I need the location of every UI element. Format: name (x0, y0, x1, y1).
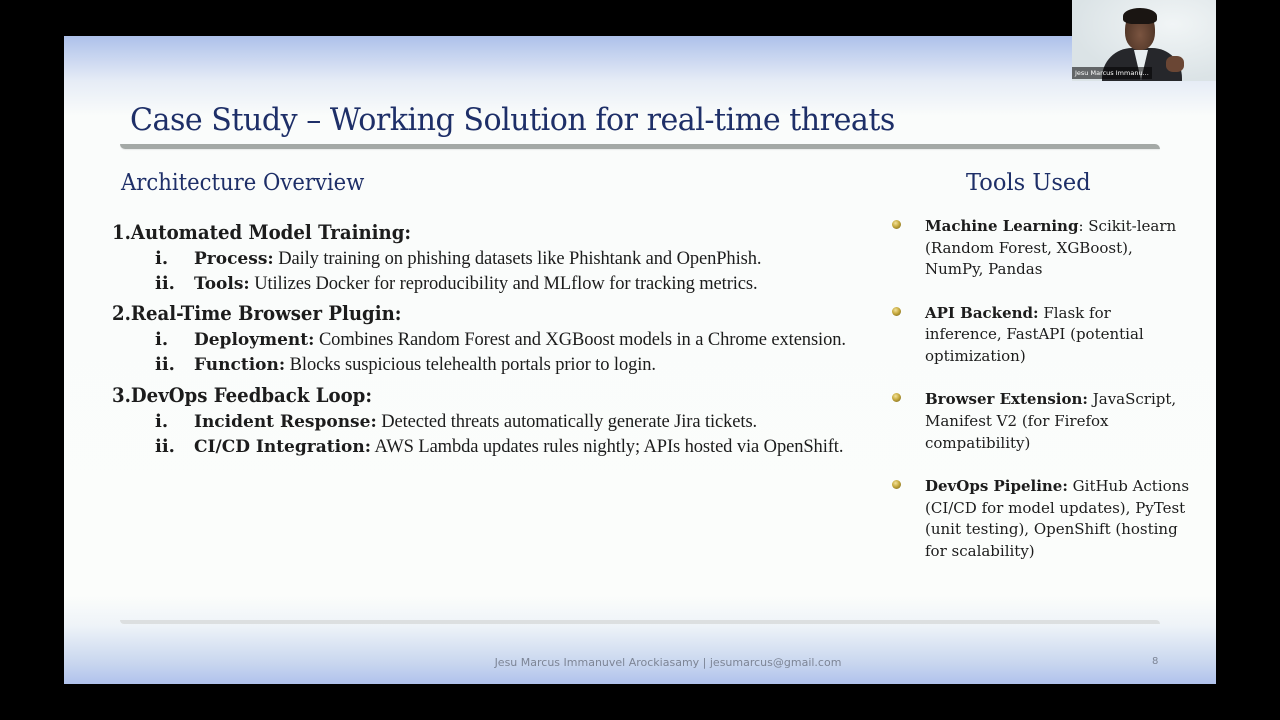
tool-text: Flask for inference, FastAPI (potential optimization) (925, 303, 1144, 366)
item-text: Combines Random Forest and XGBoost models in a Chrome extension. (314, 330, 846, 350)
tool-item-devops-pipeline (890, 476, 1190, 563)
slide-page-number: 8 (1152, 656, 1159, 667)
item-label: CI/CD Integration: (194, 437, 372, 457)
participant-video-thumbnail[interactable] (1072, 0, 1216, 81)
tool-text: GitHub Actions (CI/CD for model updates), PyTest (unit testing), OpenShift (hosting for scalability) (925, 476, 1190, 560)
list-item (112, 410, 852, 434)
tool-label: Browser Extension: (925, 390, 1088, 409)
participant-figure-hair (1123, 8, 1157, 24)
bottom-divider (120, 620, 1160, 624)
slide-title: Case Study – Working Solution for real-time threats (130, 102, 895, 138)
item-text: AWS Lambda updates rules nightly; APIs hosted via OpenShift. (371, 437, 844, 457)
tools-heading: Tools Used (966, 170, 1091, 196)
participant-figure-hand (1166, 56, 1184, 72)
tool-item-machine-learning (890, 216, 1190, 281)
item-text: Blocks suspicious telehealth portals prior to login. (285, 355, 656, 375)
item-label: Process: (194, 249, 274, 269)
tools-list (890, 216, 1190, 584)
gold-bullet-icon (892, 220, 901, 229)
tool-item-browser-extension (890, 389, 1190, 454)
tool-label: API Backend: (925, 303, 1039, 322)
item-label: Deployment: (194, 330, 315, 350)
architecture-list (112, 220, 852, 459)
item-number: i. (155, 329, 169, 350)
gold-bullet-icon (892, 393, 901, 402)
list-item (112, 353, 852, 377)
item-number: ii. (155, 436, 175, 457)
tool-text: : Scikit-learn (Random Forest, XGBoost), NumPy, Pandas (925, 217, 1177, 279)
item-label: Tools: (194, 274, 250, 294)
item-text: Utilizes Docker for reproducibility and MLflow for tracking metrics. (249, 274, 758, 294)
group-title: 2.Real-Time Browser Plugin: (112, 302, 402, 325)
list-item (112, 247, 852, 271)
item-number: ii. (155, 354, 175, 375)
tool-item-api-backend (890, 303, 1190, 368)
item-text: Daily training on phishing datasets like Phishtank and OpenPhish. (273, 249, 762, 269)
gold-bullet-icon (892, 480, 901, 489)
item-number: ii. (155, 273, 175, 294)
list-item (112, 328, 852, 352)
list-item (112, 272, 852, 296)
arch-group-browser-plugin (112, 301, 852, 377)
item-label: Function: (194, 355, 286, 375)
item-number: i. (155, 411, 169, 432)
title-divider (120, 144, 1160, 149)
item-number: i. (155, 248, 169, 269)
architecture-heading: Architecture Overview (121, 170, 365, 196)
participant-name-label: Jesu Marcus Immanu... (1072, 67, 1152, 79)
group-title: 3.DevOps Feedback Loop: (112, 384, 373, 407)
tool-label: Machine Learning (925, 217, 1079, 235)
arch-group-model-training (112, 220, 852, 296)
gold-bullet-icon (892, 307, 901, 316)
presentation-slide (64, 36, 1216, 684)
item-label: Incident Response: (194, 412, 377, 432)
list-item (112, 435, 852, 459)
item-text: Detected threats automatically generate Jira tickets. (376, 412, 758, 432)
slide-footer: Jesu Marcus Immanuvel Arockiasamy | jesumarcus@gmail.com (494, 656, 842, 669)
arch-group-devops-loop (112, 383, 852, 459)
tool-text: JavaScript, Manifest V2 (for Firefox compatibility) (925, 390, 1177, 452)
group-title: 1.Automated Model Training: (112, 221, 412, 244)
tool-label: DevOps Pipeline: (925, 476, 1068, 495)
